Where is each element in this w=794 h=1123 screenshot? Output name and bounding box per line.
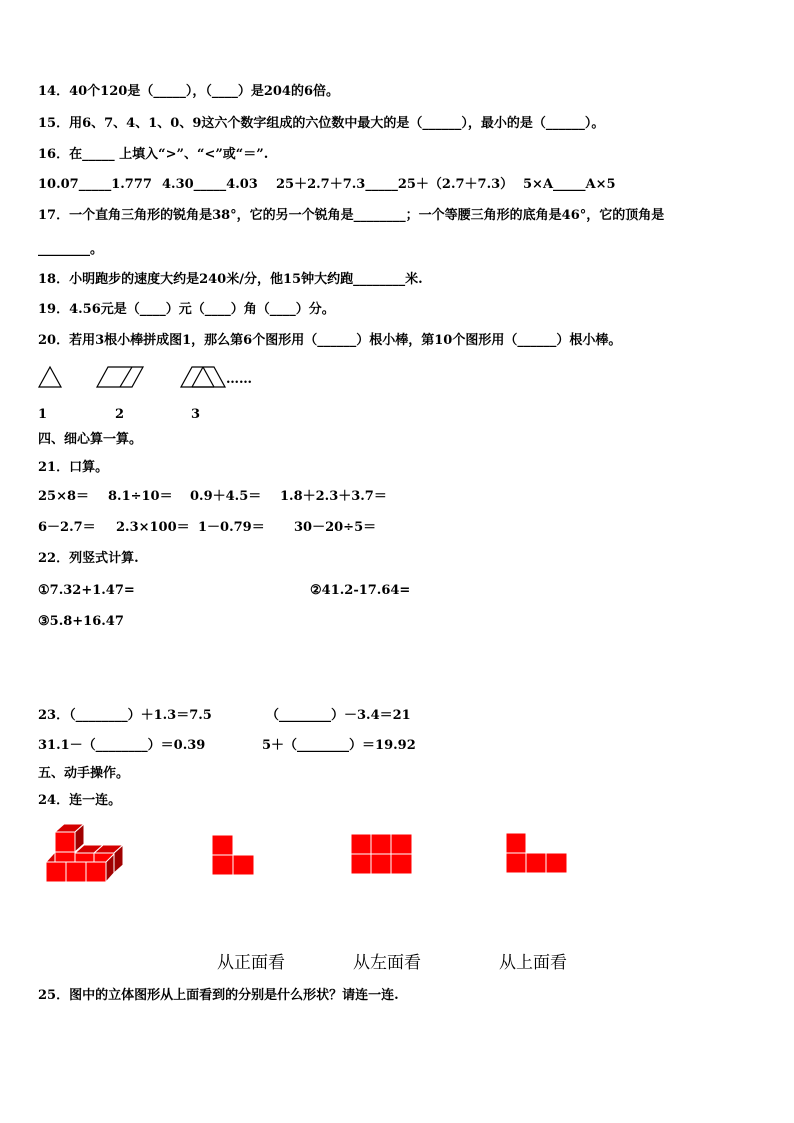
q21-r2-c3: 1－0.79＝ (198, 520, 265, 535)
section-5-heading: 五、动手操作。 (38, 766, 130, 781)
q21-r1-c4: 1.8＋2.3＋3.7＝ (280, 489, 387, 504)
question-17-line-2: ________。 (38, 242, 104, 257)
question-21: 21．口算。 (38, 460, 109, 475)
question-16: 16．在_____ 上填入“>”、“<”或“＝”. (38, 147, 269, 162)
q16-item-3: 25＋2.7＋7.3_____25＋（2.7＋7.3） (276, 177, 514, 192)
q16-item-1: 10.07_____1.777 (38, 177, 152, 192)
q21-r2-c1: 6－2.7＝ (38, 520, 96, 535)
question-22: 22．列竖式计算. (38, 551, 139, 566)
q16-item-2: 4.30_____4.03 (162, 177, 258, 192)
question-18: 18．小明跑步的速度大约是240米/分，他15钟大约跑________米. (38, 272, 423, 287)
q23-r2-c1: 31.1－（________）＝0.39 (38, 738, 206, 753)
q24-view-c (506, 833, 568, 875)
q24-view-b (351, 834, 413, 876)
section-4-heading: 四、细心算一算。 (38, 432, 143, 447)
q24-view-front: 从正面看 (217, 953, 285, 973)
q24-view-top: 从上面看 (499, 953, 567, 973)
q20-figure-1 (38, 365, 64, 389)
q23-r1-c2: （________）－3.4＝21 (266, 708, 411, 723)
q23-r2-c2: 5＋（________）＝19.92 (262, 738, 416, 753)
q21-r2-c4: 30－20÷5＝ (294, 520, 377, 535)
q20-label-3: 3 (191, 407, 201, 422)
q21-r1-c1: 25×8＝ (38, 489, 90, 504)
q20-label-2: 2 (115, 407, 125, 422)
q21-r1-c3: 0.9＋4.5＝ (190, 489, 262, 504)
q23-r1-c1: 23．（________）＋1.3＝7.5 (38, 708, 212, 723)
q16-item-4: 5×A_____A×5 (523, 177, 616, 192)
q24-view-a (212, 835, 254, 877)
q21-r2-c2: 2.3×100＝ (116, 520, 190, 535)
q22-item-2: ②41.2-17.64= (310, 583, 411, 598)
q22-item-1: ①7.32+1.47= (38, 583, 135, 598)
q20-figure-3 (180, 365, 228, 389)
question-19: 19．4.56元是（____）元（____）角（____）分。 (38, 302, 335, 317)
question-15: 15．用6、7、4、1、0、9这六个数字组成的六位数中最大的是（______），最小的是（______）。 (38, 116, 605, 131)
question-14: 14．40个120是（_____），（____）是204的6倍。 (38, 84, 339, 99)
q20-ellipsis: …… (226, 372, 252, 387)
question-25: 25．图中的立体图形从上面看到的分别是什么形状？请连一连. (38, 988, 399, 1003)
q20-label-1: 1 (38, 407, 48, 422)
q20-figure-2 (96, 365, 146, 389)
q24-view-left: 从左面看 (353, 953, 421, 973)
q24-solid-figure (46, 824, 126, 884)
question-24: 24．连一连。 (38, 793, 122, 808)
q22-item-3: ③5.8+16.47 (38, 614, 124, 629)
q21-r1-c2: 8.1÷10＝ (108, 489, 173, 504)
question-17-line-1: 17．一个直角三角形的锐角是38°，它的另一个锐角是________；一个等腰三角形的底角是46°，它的顶角是 (38, 208, 665, 223)
question-20: 20．若用3根小棒拼成图1，那么第6个图形用（______）根小棒，第10个图形用（______）根小棒。 (38, 333, 622, 348)
